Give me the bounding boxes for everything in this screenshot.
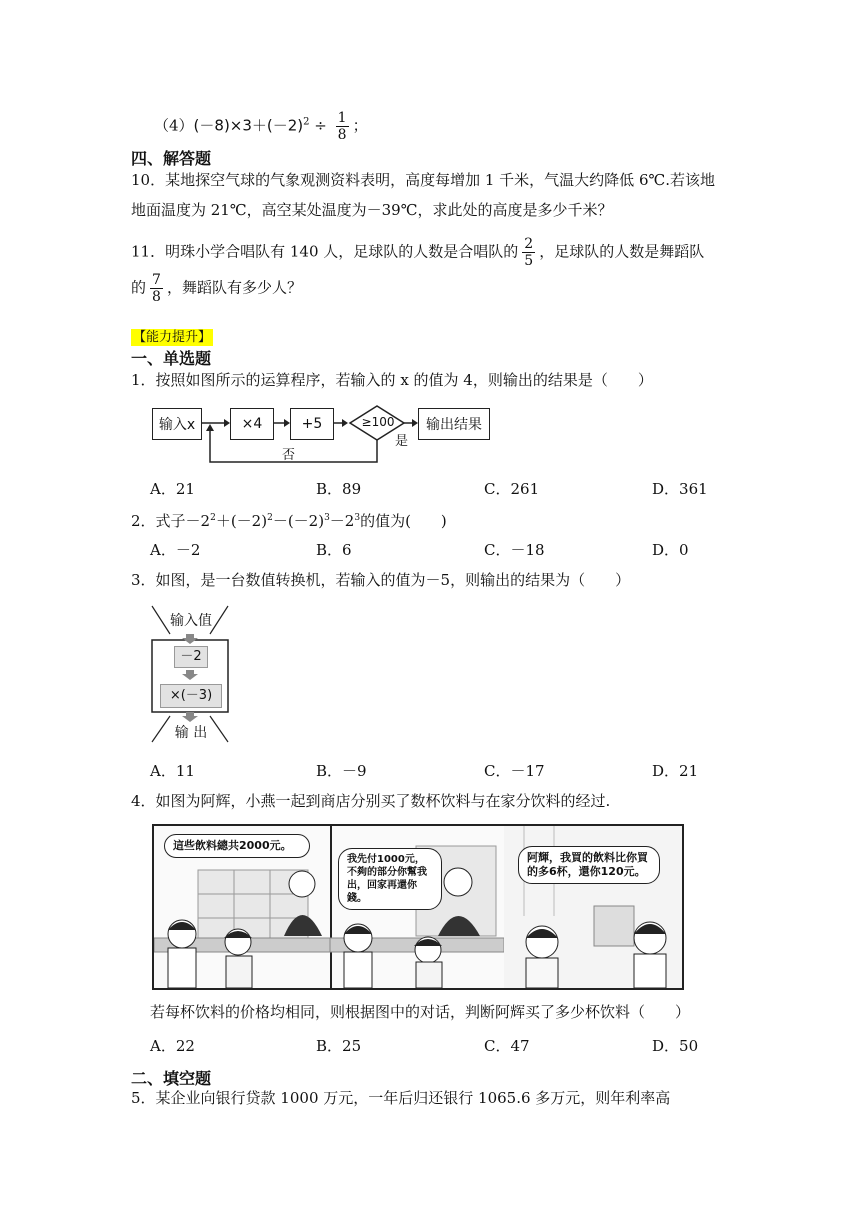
- comic-panel-2: [330, 826, 506, 988]
- q4-frac-den: 8: [337, 127, 347, 143]
- q2-stem-b: ＋(－2): [215, 512, 268, 530]
- q2-exp-4: 3: [354, 513, 361, 523]
- q4-option-a: A．22: [150, 1037, 195, 1055]
- flow-add-box: [290, 408, 334, 440]
- comic-bubble-1: 這些飲料總共2000元。: [164, 834, 310, 858]
- flow-output-label: 输出结果: [426, 417, 482, 433]
- flow-output-box: [418, 408, 490, 440]
- q11-mid: ，足球队的人数是舞蹈队: [539, 242, 705, 261]
- q11-fraction-2: [150, 272, 163, 305]
- q4-stem: 4．如图为阿辉，小燕一起到商店分别买了数杯饮料与在家分饮料的经过.: [131, 792, 611, 810]
- q11-f2-den: 8: [152, 289, 161, 305]
- q2-stem-e: 的值为( ): [360, 512, 447, 530]
- q4-comic: [152, 824, 684, 990]
- comic-bubble-3: 阿輝，我買的飲料比你買的多6杯，還你120元。: [518, 846, 660, 884]
- q10-line2: 地面温度为 21℃，高空某处温度为－39℃，求此处的高度是多少千米？: [131, 201, 613, 219]
- q1-option-d: D．361: [652, 480, 708, 498]
- flow-multiply-box: [230, 408, 274, 440]
- q2-stem-a: 2．式子－2: [131, 512, 211, 530]
- q11-pre: 11．明珠小学合唱队有 140 人，足球队的人数是合唱队的: [131, 242, 519, 261]
- q4-question: 若每杯饮料的价格均相同，则根据图中的对话，判断阿辉买了多少杯饮料（ ）: [150, 1003, 691, 1021]
- q2-exp-2: 2: [267, 513, 273, 523]
- section-danxuan: 一、单选题: [131, 349, 212, 368]
- q1-option-b: B．89: [316, 480, 362, 498]
- q5-stem: 5．某企业向银行贷款 1000 万元，一年后归还银行 1065.6 多万元，则年利率高: [131, 1089, 671, 1107]
- flow-yes-label: 是: [395, 434, 409, 449]
- q4-expr: (－8)×3＋(－2): [193, 116, 304, 135]
- q4-div: ÷: [309, 116, 332, 135]
- q11-f1-den: 5: [524, 253, 534, 269]
- q2-option-a: A．－2: [150, 541, 201, 559]
- q3-option-b: B．－9: [316, 762, 367, 780]
- q2-option-c: C．－18: [484, 541, 545, 559]
- q2-option-b: B．6: [316, 541, 352, 559]
- q11-line2: [131, 272, 302, 305]
- q4-option-d: D．50: [652, 1037, 699, 1055]
- machine-sub-label: －2: [174, 646, 208, 668]
- q2-option-d: D．0: [652, 541, 689, 559]
- q11-f2-num: 7: [152, 272, 161, 288]
- q2-stem-c: －(－2): [272, 512, 325, 530]
- q11-fraction-1: [522, 236, 535, 269]
- q4-exponent: 2: [303, 116, 310, 128]
- q10-line1: 10．某地探空气球的气象观测资料表明，高度每增加 1 千米，气温大约降低 6℃.若该地: [131, 171, 716, 189]
- machine-mul-label: ×(－3): [160, 684, 222, 708]
- q4-option-b: B．25: [316, 1037, 362, 1055]
- flow-multiply-label: ×4: [241, 416, 263, 432]
- q1-stem: 1．按照如图所示的运算程序，若输入的 x 的值为 4，则输出的结果是（ ）: [131, 371, 653, 389]
- section-tiankong: 二、填空题: [131, 1069, 212, 1088]
- ability-tag: [131, 326, 213, 345]
- section-jieda: 四、解答题: [131, 149, 212, 168]
- machine-input-label: 输入值: [170, 613, 212, 629]
- q2-exp-3: 3: [324, 513, 330, 523]
- q3-machine: [150, 604, 232, 744]
- q11-line2-post: ，舞蹈队有多少人？: [166, 278, 302, 297]
- q2-exp-1: 2: [210, 513, 216, 523]
- flow-add-label: +5: [301, 416, 323, 432]
- q1-option-a: A．21: [150, 480, 195, 498]
- flow-input-box: [152, 408, 202, 440]
- q3-option-a: A．11: [150, 762, 195, 780]
- q1-flowchart: [152, 402, 492, 466]
- q11-line2-pre: 的: [131, 278, 147, 297]
- q4-frac-num: 1: [337, 110, 347, 126]
- q4-option-c: C．47: [484, 1037, 530, 1055]
- q2-stem: [131, 508, 447, 531]
- machine-output-label: 输 出: [174, 725, 208, 741]
- comic-panel-1: [154, 826, 332, 988]
- q4-fraction: [336, 110, 349, 143]
- q1-option-c: C．261: [484, 480, 540, 498]
- q2-stem-d: －2: [329, 512, 355, 530]
- comic-bubble-2: 我先付1000元，不夠的部分你幫我出，回家再還你錢。: [338, 848, 442, 910]
- flow-input-label: 输入x: [158, 417, 196, 433]
- q3-option-d: D．21: [652, 762, 699, 780]
- q4-expression: [154, 110, 368, 143]
- q3-stem: 3．如图，是一台数值转换机，若输入的值为－5，则输出的结果为（ ）: [131, 571, 631, 589]
- comic-panel-3: [504, 826, 682, 988]
- q4-end: ；: [352, 116, 368, 135]
- q11-f1-num: 2: [524, 236, 534, 252]
- flow-no-label: 否: [282, 448, 296, 463]
- q11-line1: [131, 236, 704, 269]
- flow-condition-label: ≥100: [361, 415, 395, 429]
- ability-tag-text: 【能力提升】: [133, 330, 212, 345]
- q3-option-c: C．－17: [484, 762, 545, 780]
- q4-label: （4）: [154, 116, 194, 135]
